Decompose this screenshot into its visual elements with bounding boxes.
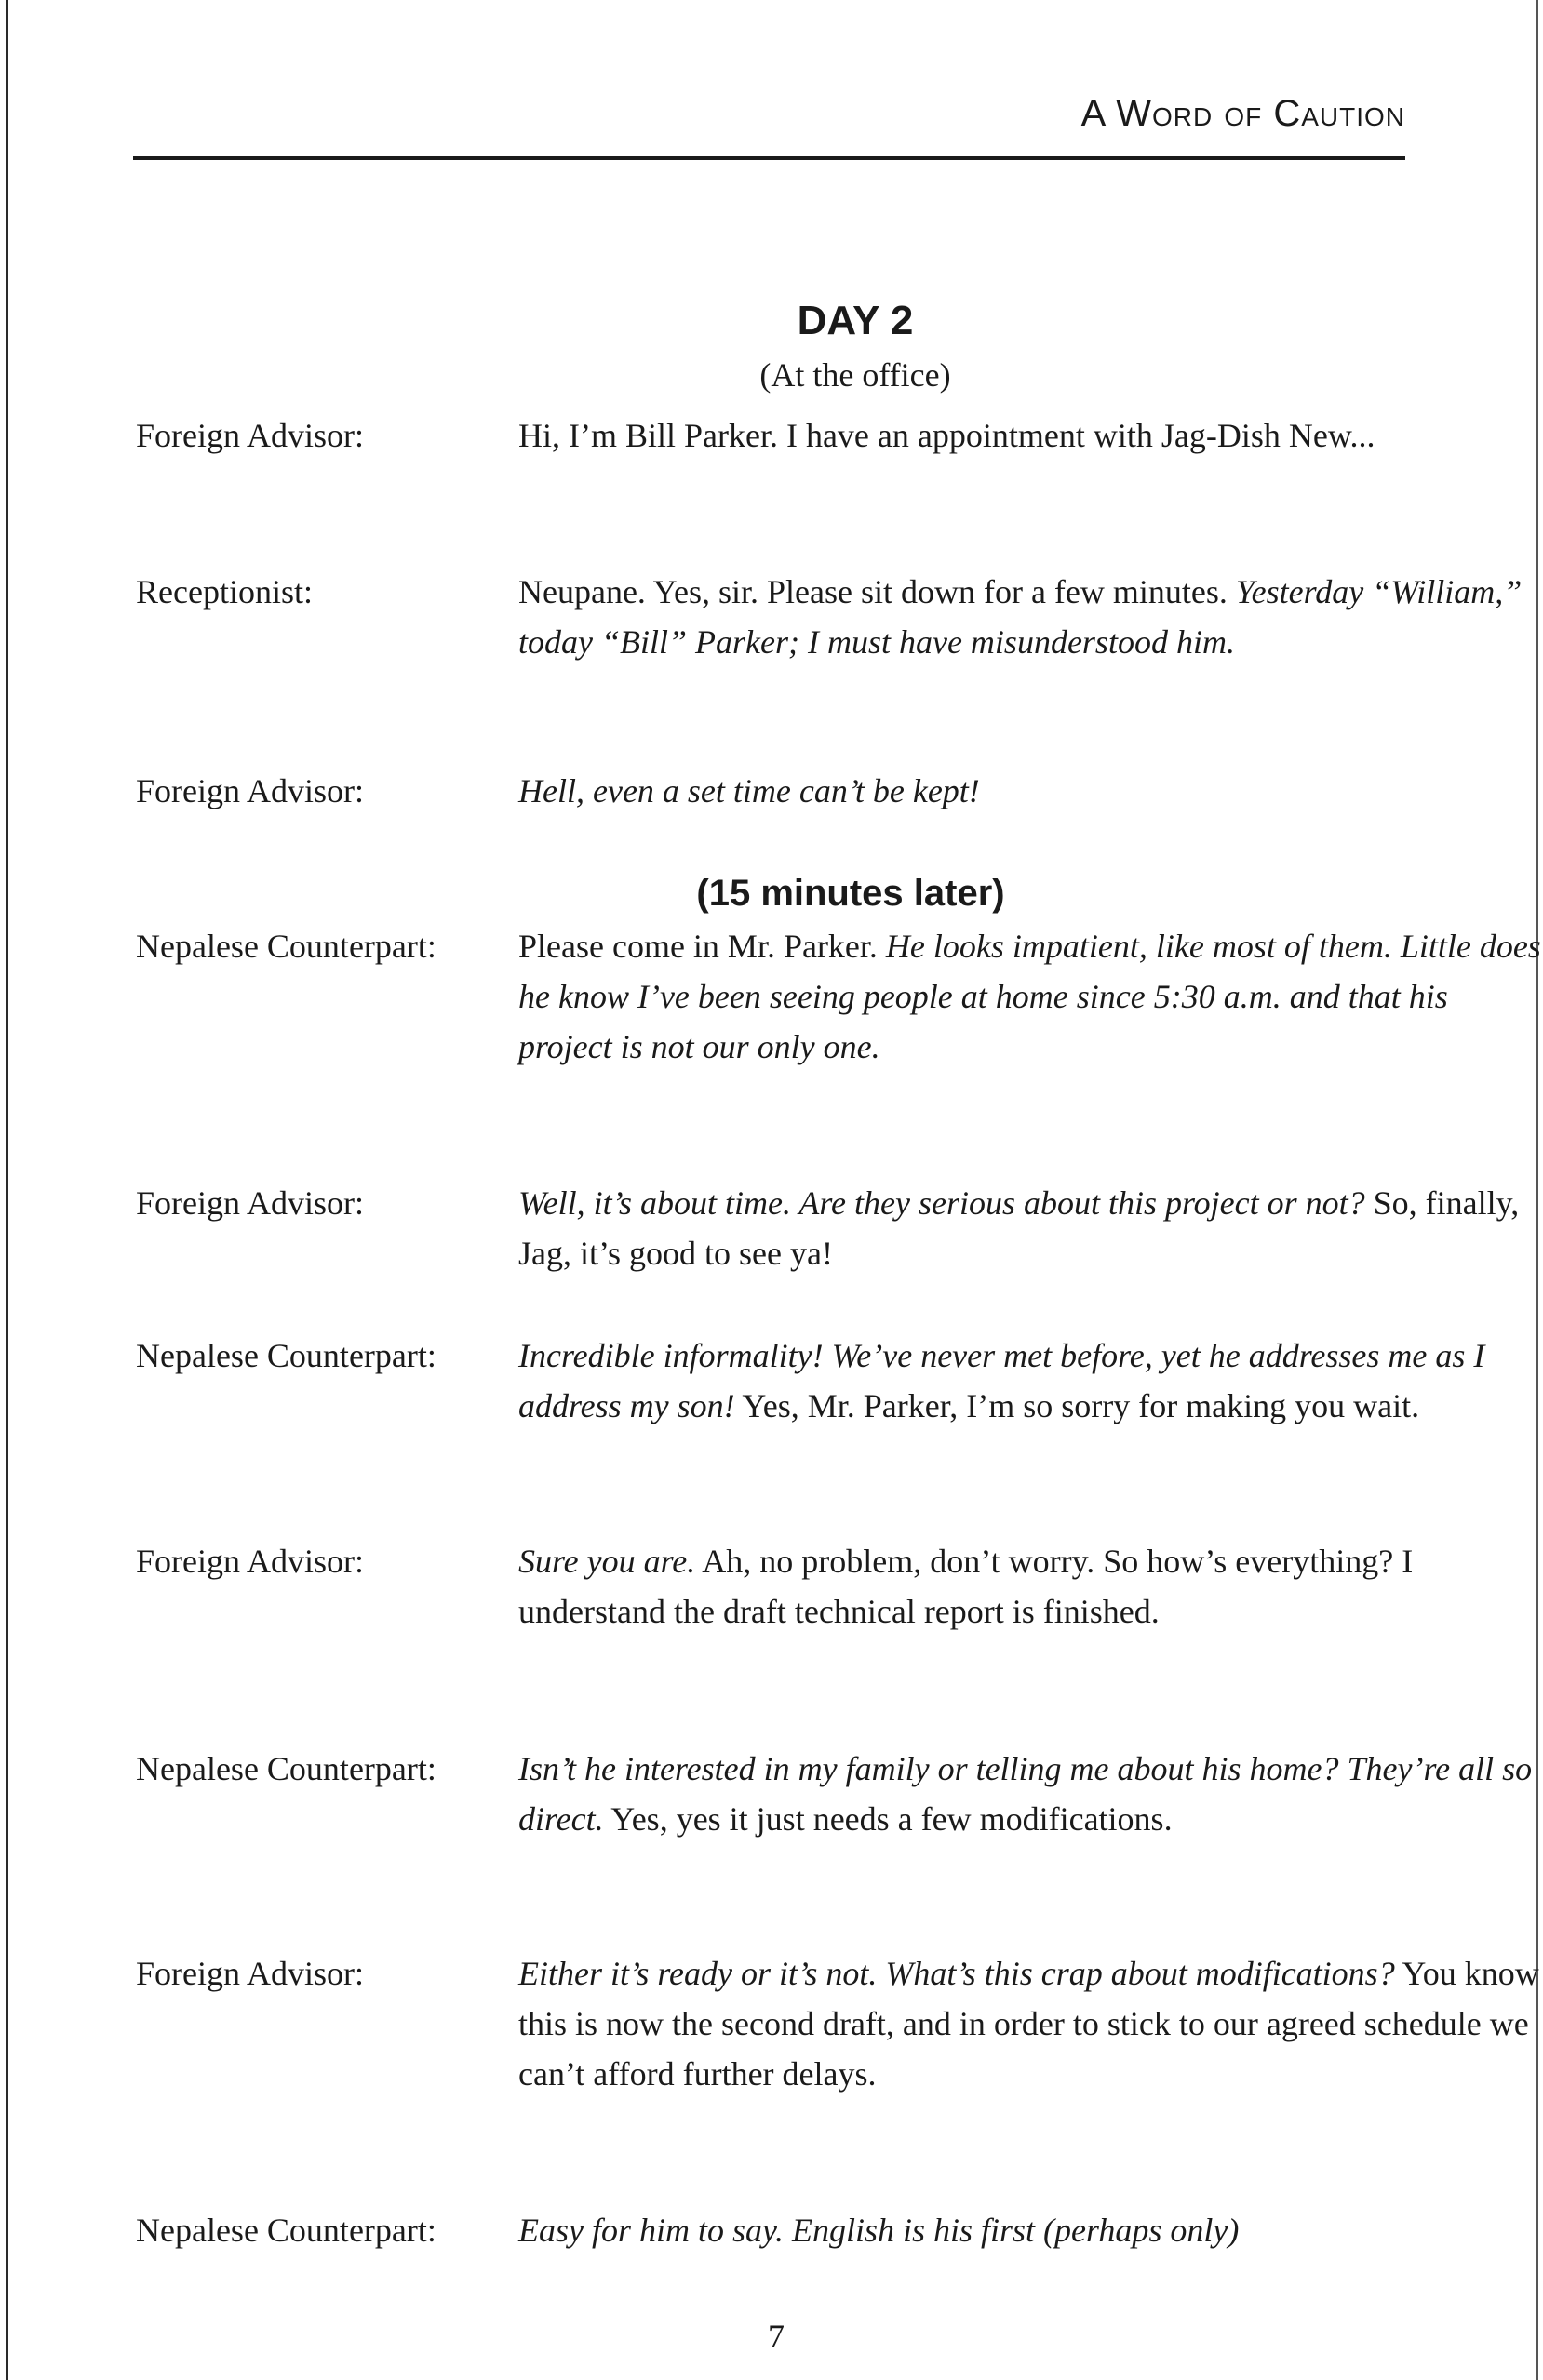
speech-segment: Yes, Mr. Parker, I’m so sorry for making you wait.: [734, 1387, 1420, 1424]
speech-segment-italic: Hell, even a set time can’t be kept!: [518, 772, 980, 809]
speaker-name: Foreign Advisor:: [136, 1955, 365, 1992]
speech-text: [518, 2205, 1542, 2255]
speaker-name: Foreign Advisor:: [136, 772, 365, 809]
page-number: 7: [768, 2318, 785, 2355]
speaker-name: Nepalese Counterpart:: [136, 1750, 436, 1787]
speaker-name: Foreign Advisor:: [136, 1184, 365, 1222]
day-heading: DAY 2: [797, 298, 914, 343]
header-rule: [133, 156, 1405, 160]
speech-segment-italic: Isn’t he interested in my family or telling me about his home? They’re all so direct.: [518, 1750, 1533, 1838]
speech-segment: Hi, I’m Bill Parker. I have an appointment with Jag-Dish New...: [518, 417, 1375, 454]
speech-segment-italic: Yesterday “William,” today “Bill” Parker; I must have misunderstood him.: [518, 573, 1523, 661]
speech-segment: Yes, yes it just needs a few modifications.: [603, 1800, 1173, 1838]
speech-text: [518, 1330, 1542, 1431]
speaker-name: Foreign Advisor:: [136, 1543, 365, 1580]
speech-segment-italic: He looks impatient, like most of them. Little does he know I’ve been seeing people at home since 5:30 a.m. and that his project is not our only one.: [518, 928, 1541, 1065]
speech-segment-italic: Incredible informality! We’ve never met before, yet he addresses me as I address my son!: [518, 1337, 1485, 1424]
time-lapse-heading: (15 minutes later): [696, 873, 1005, 914]
speech-segment-italic: Easy for him to say. English is his first (perhaps only): [518, 2212, 1240, 2249]
speaker-name: Nepalese Counterpart:: [136, 1337, 436, 1374]
speech-text: [518, 1744, 1542, 1844]
speech-text: [518, 1536, 1542, 1637]
speech-text: [518, 1178, 1542, 1278]
speech-segment: You know this is now the second draft, and in order to stick to our agreed schedule we can’t afford further delays.: [518, 1955, 1539, 2093]
speech-segment-italic: Sure you are.: [518, 1543, 696, 1580]
speech-text: [518, 410, 1542, 461]
speech-text: [518, 567, 1542, 667]
speech-text: [518, 766, 1542, 816]
speech-text: [518, 1948, 1542, 2099]
speaker-name: Nepalese Counterpart:: [136, 2212, 436, 2249]
location-subheading: (At the office): [759, 356, 951, 394]
speech-segment: Neupane. Yes, sir. Please sit down for a few minutes.: [518, 573, 1236, 610]
speaker-name: Receptionist:: [136, 573, 313, 610]
speech-segment: So, finally, Jag, it’s good to see ya!: [518, 1184, 1520, 1272]
speech-segment: Please come in Mr. Parker.: [518, 928, 886, 965]
speech-segment-italic: Either it’s ready or it’s not. What’s this crap about modifications?: [518, 1955, 1395, 1992]
speech-text: [518, 921, 1542, 1072]
running-head-title: A Word of Caution: [1080, 93, 1405, 134]
speech-segment-italic: Well, it’s about time. Are they serious about this project or not?: [518, 1184, 1365, 1222]
speaker-name: Foreign Advisor:: [136, 417, 365, 454]
speech-segment: Ah, no problem, don’t worry. So how’s everything? I understand the draft technical report is finished.: [518, 1543, 1414, 1630]
speaker-name: Nepalese Counterpart:: [136, 928, 436, 965]
